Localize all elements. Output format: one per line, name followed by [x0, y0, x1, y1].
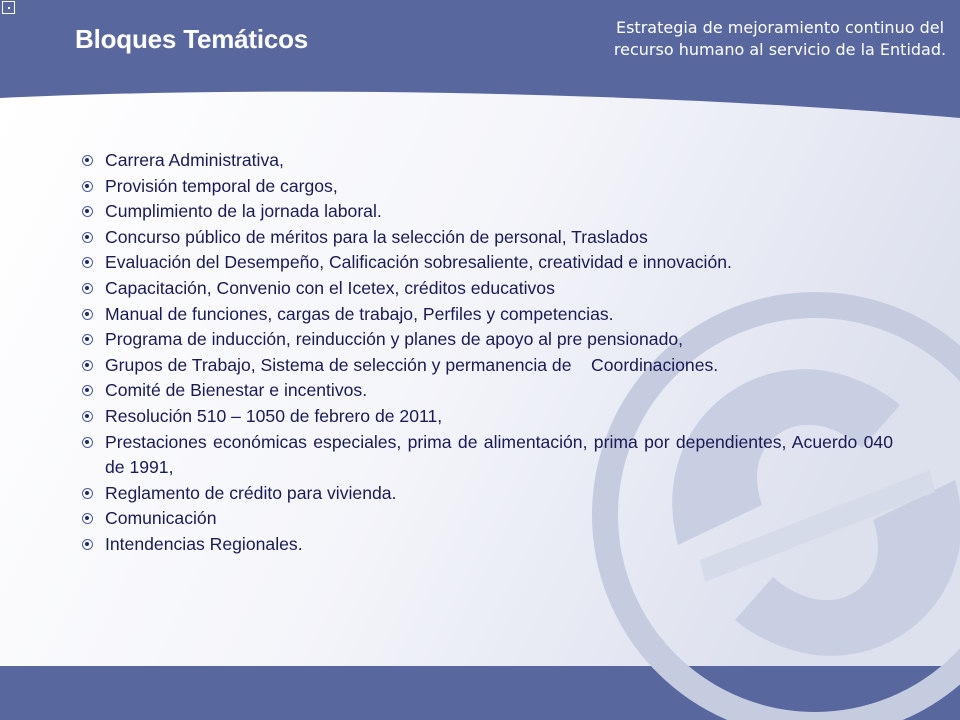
- circle-bullet-icon: [82, 437, 93, 448]
- topic-item: [76, 404, 893, 430]
- circle-bullet-icon: [82, 385, 93, 396]
- topic-item: [76, 481, 893, 507]
- topic-item: [76, 302, 893, 328]
- topic-text: Reglamento de crédito para vivienda.: [105, 482, 397, 503]
- topic-text: Cumplimiento de la jornada laboral.: [105, 201, 382, 222]
- topic-item: [76, 378, 893, 404]
- topic-text: Programa de inducción, reinducción y planes de apoyo al pre pensionado,: [105, 329, 684, 350]
- circle-bullet-icon: [82, 309, 93, 320]
- circle-bullet-icon: [82, 181, 93, 192]
- topic-item: [76, 276, 893, 302]
- circle-bullet-icon: [82, 411, 93, 422]
- topic-text: Evaluación del Desempeño, Calificación sobresaliente, creatividad e innovación.: [105, 252, 732, 273]
- topic-item: [76, 353, 893, 379]
- topic-item: [76, 506, 893, 532]
- topic-item: [76, 199, 893, 225]
- topic-item: [76, 327, 893, 353]
- topic-text: Grupos de Trabajo, Sistema de selección y permanencia de Coordinaciones.: [105, 354, 719, 375]
- circle-bullet-icon: [82, 488, 93, 499]
- topic-text: Provisión temporal de cargos,: [105, 175, 338, 196]
- topic-text: Manual de funciones, cargas de trabajo, Perfiles y competencias.: [105, 303, 614, 324]
- topic-item: [76, 532, 893, 558]
- circle-bullet-icon: [82, 539, 93, 550]
- circle-bullet-icon: [82, 155, 93, 166]
- topic-text: Carrera Administrativa,: [105, 150, 284, 170]
- topic-text: Capacitación, Convenio con el Icetex, créditos educativos: [105, 277, 555, 298]
- topic-text: Prestaciones económicas especiales, prima de alimentación, prima por dependientes, Acuerdo 040 de 1991,: [105, 431, 893, 478]
- topic-item: [76, 225, 893, 251]
- circle-bullet-icon: [82, 334, 93, 345]
- circle-bullet-icon: [82, 206, 93, 217]
- topic-text: Intendencias Regionales.: [105, 533, 303, 554]
- circle-bullet-icon: [82, 360, 93, 371]
- topic-text: Resolución 510 – 1050 de febrero de 2011,: [105, 405, 443, 426]
- circle-bullet-icon: [82, 257, 93, 268]
- topic-item: [76, 148, 893, 174]
- topic-list: [76, 148, 893, 558]
- topic-item: [76, 174, 893, 200]
- topic-item: [76, 250, 893, 276]
- circle-bullet-icon: [82, 283, 93, 294]
- corner-marker-dot: [8, 7, 10, 9]
- circle-bullet-icon: [82, 513, 93, 524]
- topic-item: [76, 430, 893, 481]
- circle-bullet-icon: [82, 232, 93, 243]
- slide-title: Bloques Temáticos: [75, 24, 309, 54]
- topic-text: Comunicación: [105, 508, 217, 529]
- slide-subtitle: Estrategia de mejoramiento continuo del recurso humano al servicio de la Entidad.: [613, 18, 947, 59]
- topic-text: Comité de Bienestar e incentivos.: [105, 380, 368, 401]
- corner-marker: [2, 1, 15, 14]
- topic-text: Concurso público de méritos para la selección de personal, Traslados: [105, 226, 648, 247]
